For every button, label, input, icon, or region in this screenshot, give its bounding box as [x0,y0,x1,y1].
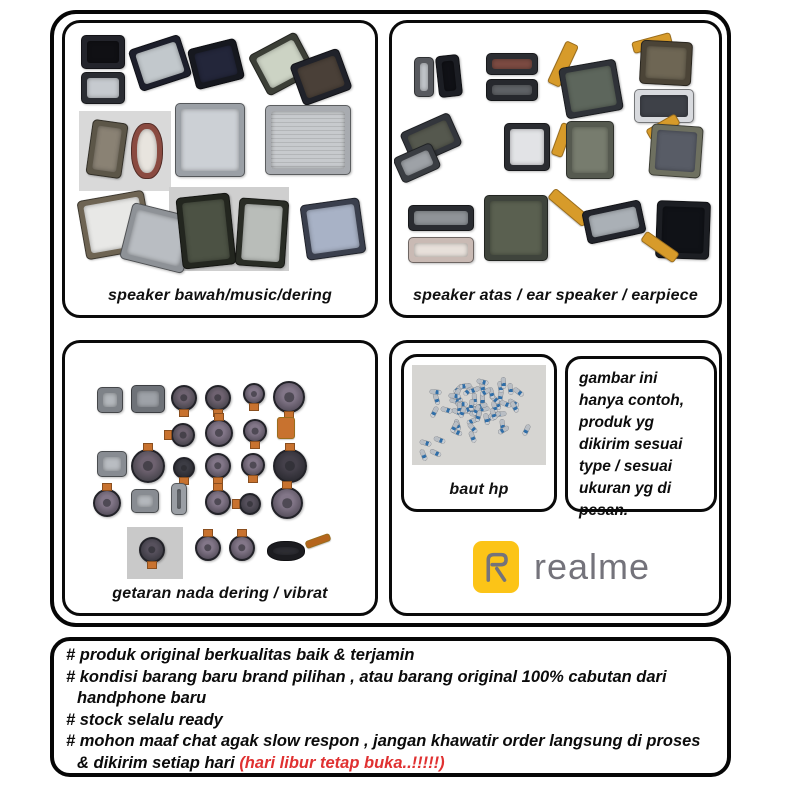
motor-hub [214,498,221,505]
coin-motor-photo [243,419,267,443]
part-center [181,109,239,171]
motor-connector-tab [214,413,224,421]
motor-hub [282,498,292,508]
speaker-part-photo [486,53,538,75]
motor-hub [148,546,155,553]
speaker-part-photo [484,195,548,261]
part-center [87,41,119,63]
flex-cable-photo [277,417,295,439]
speaker-part-photo [486,79,538,101]
footer-line-text: # stock selalu ready [66,710,223,729]
coin-motor-photo [171,385,197,411]
part-center [137,391,159,407]
speaker-part-photo [131,489,159,513]
screw [448,393,459,398]
screw [513,387,524,397]
coin-motor-photo [131,449,165,483]
motor-hub [204,544,211,551]
speaker-part-photo [85,119,128,179]
part-center [241,204,283,263]
footer-line [66,731,727,753]
motor-connector-tab [203,529,213,537]
screw [441,406,453,413]
motor-connector-tab [285,443,295,451]
panel-ear-speaker [389,20,722,318]
coin-motor-photo [205,385,231,411]
part-center [655,130,698,173]
coin-motor-photo [195,535,221,561]
screw [433,436,445,444]
speaker-part-photo [175,103,245,177]
motor-hub [214,394,221,401]
speaker-part-photo [128,34,193,93]
footer-line-highlight: (hari libur tetap buka..!!!!!) [239,753,445,772]
speaker-part-photo [414,57,434,97]
motor-connector-tab [232,499,240,509]
part-center [182,199,230,263]
part-center [492,59,532,69]
part-center [297,55,346,99]
footer-line [66,667,727,689]
motor-hub [215,429,223,437]
screw [420,440,432,447]
part-center [103,457,121,471]
motor-connector-tab [164,430,172,440]
part-center [137,129,157,173]
vibrator-photos [67,345,373,611]
motor-hub [284,392,294,402]
part-center [194,45,238,83]
motor-hub [238,544,245,551]
speaker-part-photo [299,197,366,261]
motor-hub [180,432,187,439]
realme-logo-icon [473,541,519,593]
coin-motor-photo [229,535,255,561]
coin-motor-photo [273,381,305,413]
speaker-part-photo [581,199,647,245]
coin-motor-photo [273,449,307,483]
speaker-part-photo [235,197,290,268]
motor-connector-tab [237,529,247,537]
ear-speaker-photos [394,25,717,313]
part-center [103,393,117,407]
speaker-part-photo [81,72,125,104]
screw [501,378,506,389]
speaker-part-photo [97,387,123,413]
part-center [87,78,119,98]
panel-vibrator [62,340,378,616]
motor-connector-tab [102,483,112,491]
part-center [414,211,468,225]
speaker-part-photo [81,35,125,69]
note-text: gambar ini hanya contoh, produk yg dikirim sesuai type / sesuai ukuran yg di pesan. [579,370,685,519]
realme-wordmark: realme [534,546,651,587]
speaker-part-photo [171,483,187,515]
footer-line [66,710,727,732]
footer-line-text: & dikirim setiap hari [77,753,240,772]
screw [477,379,489,386]
motor-connector-tab [143,443,153,451]
motor-hub [252,428,259,435]
footer-line [66,688,727,710]
motor-hub [285,461,295,471]
part-center [306,204,360,254]
footer-line-text: # produk original berkualitas baik & terjamin [66,646,415,664]
coin-motor-photo [205,453,231,479]
part-center [510,129,544,165]
part-center [135,41,185,84]
realme-r-glyph [479,547,513,587]
motor-hub [251,391,257,397]
panel-speaker-bottom [62,20,378,318]
speaker-part-photo [639,40,693,87]
caption-ear-speaker: speaker atas / ear speaker / earpiece [413,287,698,304]
panel-info [389,340,722,616]
footer-line-text: # mohon maaf chat agak slow respon , jangan khawatir order langsung di proses [66,732,701,750]
screw [498,426,509,435]
flex-cable-photo [304,533,331,549]
footer-line [66,645,727,667]
coin-motor-photo [271,487,303,519]
part-center [273,547,299,555]
part-center [490,201,542,255]
coin-motor-photo [171,423,195,447]
footer-line-text: handphone baru [77,689,207,707]
oval-speaker-photo [267,541,305,561]
screws-box [401,354,557,512]
part-center [572,127,608,173]
screw [522,424,530,436]
part-center [414,243,468,257]
motor-hub [250,462,257,469]
motor-hub [214,462,221,469]
motor-hub [143,461,153,471]
motor-connector-tab [250,441,260,449]
screw [430,389,441,394]
footer-line-text: # kondisi barang baru brand pilihan , atau barang original 100% cabutan dari [66,667,667,686]
speaker-part-photo [504,123,550,171]
speaker-part-photo [634,89,694,123]
part-center [441,60,456,91]
coin-motor-photo [173,457,195,479]
screw [468,432,476,444]
coin-motor-photo [241,453,265,477]
footer-notes [50,637,731,777]
motor-hub [103,499,111,507]
part-center [137,495,153,507]
oval-speaker-photo [131,123,163,179]
screw [420,449,428,461]
motor-connector-tab [147,561,157,569]
part-center [640,95,688,117]
caption-vibrator: getaran nada dering / vibrat [112,585,328,602]
part-center [588,206,640,237]
motor-hub [247,501,253,507]
motor-connector-tab [282,481,292,489]
footer-line [66,753,727,775]
coin-motor-photo [243,383,265,405]
speaker-part-photo [97,451,127,477]
coin-motor-photo [239,493,261,515]
part-center [177,489,181,509]
speaker-part-photo [648,123,704,179]
speaker-part-photo [408,237,474,263]
note-box [565,356,717,519]
screw [430,449,442,457]
speaker-bottom-photos [67,25,373,313]
caption-speaker-bottom: speaker bawah/music/dering [108,287,332,304]
screw [432,393,439,405]
coin-motor-photo [205,419,233,447]
motor-connector-tab [248,475,258,483]
main-frame [50,10,731,627]
screws-photo [412,365,546,465]
caption-screws: baut hp [449,481,509,498]
part-center [492,85,532,95]
coin-motor-photo [93,489,121,517]
speaker-part-photo [435,54,463,98]
motor-hub [180,394,187,401]
part-center [420,63,428,91]
speaker-part-photo [558,58,624,119]
part-center [271,111,345,169]
realme-logo [473,541,650,593]
motor-connector-tab [249,403,259,411]
motor-hub [181,465,187,471]
part-center [645,46,687,80]
part-center [400,150,434,177]
speaker-part-photo [175,192,236,269]
speaker-part-photo [408,205,474,231]
part-center [565,65,617,112]
speaker-part-photo [131,385,165,413]
motor-connector-tab [213,483,223,491]
part-center [92,126,122,173]
motor-connector-tab [179,409,189,417]
screw [430,406,438,418]
speaker-part-photo [566,121,614,179]
speaker-label-photo [265,105,351,175]
coin-motor-photo [205,489,231,515]
coin-motor-photo [139,537,165,563]
speaker-part-photo [187,38,246,91]
